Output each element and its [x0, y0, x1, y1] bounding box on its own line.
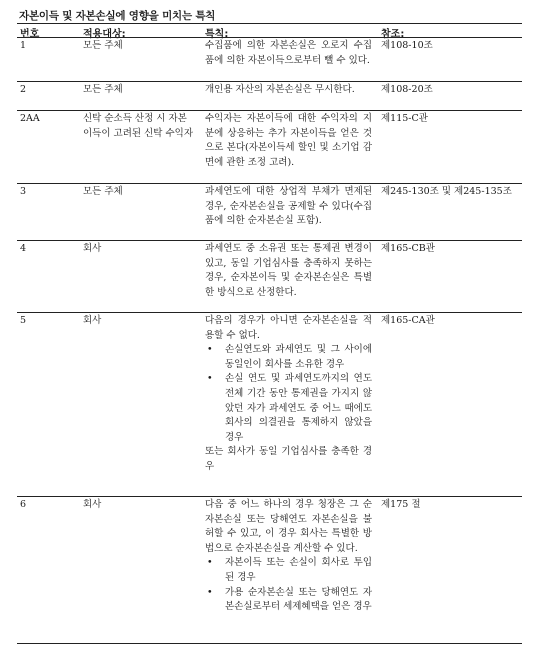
row-reference: 제115-C관 — [381, 113, 428, 124]
row-reference: 제165-CB관 — [381, 243, 435, 254]
row-target: 신탁 순소득 산정 시 자본이득이 고려된 신탁 수익자 — [83, 113, 194, 139]
row-target: 모든 주체 — [83, 84, 123, 95]
header-target: 적용대상: — [83, 29, 126, 40]
row-number: 4 — [20, 243, 27, 254]
row-number: 3 — [20, 186, 27, 197]
row-divider — [17, 183, 522, 184]
rule-intro: 다음의 경우가 아니면 순자본손실을 적용할 수 없다. — [205, 315, 372, 341]
header-reference: 참조: — [381, 29, 405, 40]
row-rule-text: 과세연도에 대한 상업적 부채가 면제된 경우, 순자본손실을 공제할 수 있다(수집품에 의한 순자본손실 포함). — [205, 186, 372, 227]
rule-bullet-list — [205, 556, 372, 614]
row-number: 2 — [20, 84, 27, 95]
table-bottom-rule — [17, 643, 522, 644]
header-rule: 특칙: — [205, 29, 229, 40]
row-rule-text: 수익자는 자본이득에 대한 수익자의 지분에 상응하는 추가 자본이득을 얻은 것으로 본다(자본이득세 할인 및 소기업 감면에 관한 조정 고려). — [205, 113, 372, 168]
row-reference: 제108-10조 — [381, 40, 433, 51]
title-rule — [17, 23, 522, 24]
rule-bullet-list — [205, 343, 372, 445]
header-number: 번호 — [20, 29, 40, 40]
row-divider — [17, 81, 522, 82]
table-title: 자본이득 및 자본손실에 영향을 미치는 특칙 — [19, 10, 216, 22]
row-divider — [17, 110, 522, 111]
rule-bullet: • 손실연도와 과세연도 및 그 사이에 동일인이 회사를 소유한 경우 — [205, 343, 372, 372]
row-divider — [17, 496, 522, 497]
row-divider — [17, 312, 522, 313]
row-target: 모든 주체 — [83, 40, 123, 51]
row-target: 회사 — [83, 243, 102, 254]
row-number: 1 — [20, 40, 27, 51]
row-number: 6 — [20, 499, 27, 510]
row-rule-text — [205, 498, 372, 615]
row-target: 모든 주체 — [83, 186, 123, 197]
row-rule-text: 개인용 자산의 자본손실은 무시한다. — [205, 84, 355, 95]
row-rule-text: 과세연도 중 소유권 또는 통제권 변경이 있고, 동일 기업심사를 충족하지 못하는 경우, 순자본이득 및 순자본손실은 특별한 방식으로 산정한다. — [205, 243, 372, 298]
row-rule-text: 수집품에 의한 자본손실은 오로지 수집품에 의한 자본이득으로부터 뺄 수 있다. — [205, 40, 372, 66]
row-reference: 제245-130조 및 제245-135조 — [381, 186, 512, 197]
row-number: 5 — [20, 315, 27, 326]
rule-intro: 다음 중 어느 하나의 경우 청장은 그 순자본손실 또는 당해연도 자본손실을 불허할 수 있고, 이 경우 회사는 특별한 방법으로 순자본손실을 계산할 수 있다. — [205, 499, 372, 554]
rule-bullet: • 가용 순자본손실 또는 당해연도 자본손실로부터 세제혜택을 얻은 경우 — [205, 586, 372, 615]
row-reference: 제165-CA관 — [381, 315, 435, 326]
row-divider — [17, 240, 522, 241]
row-number: 2AA — [20, 113, 40, 124]
row-reference: 제175 절 — [381, 499, 421, 510]
row-target: 회사 — [83, 499, 102, 510]
rule-bullet: • 손실 연도 및 과세연도까지의 연도 전체 기간 동안 통제권을 가지지 않았던 자가 과세연도 중 어느 때에도 회사의 의결권을 통제하지 않았을 경우 — [205, 372, 372, 445]
row-target: 회사 — [83, 315, 102, 326]
rule-bullet: • 자본이득 또는 손실이 회사로 투입된 경우 — [205, 556, 372, 585]
header-rule-line — [17, 37, 522, 38]
row-reference: 제108-20조 — [381, 84, 433, 95]
row-rule-text — [205, 314, 372, 475]
rule-outro: 또는 회사가 동일 기업심사를 충족한 경우 — [205, 446, 372, 472]
